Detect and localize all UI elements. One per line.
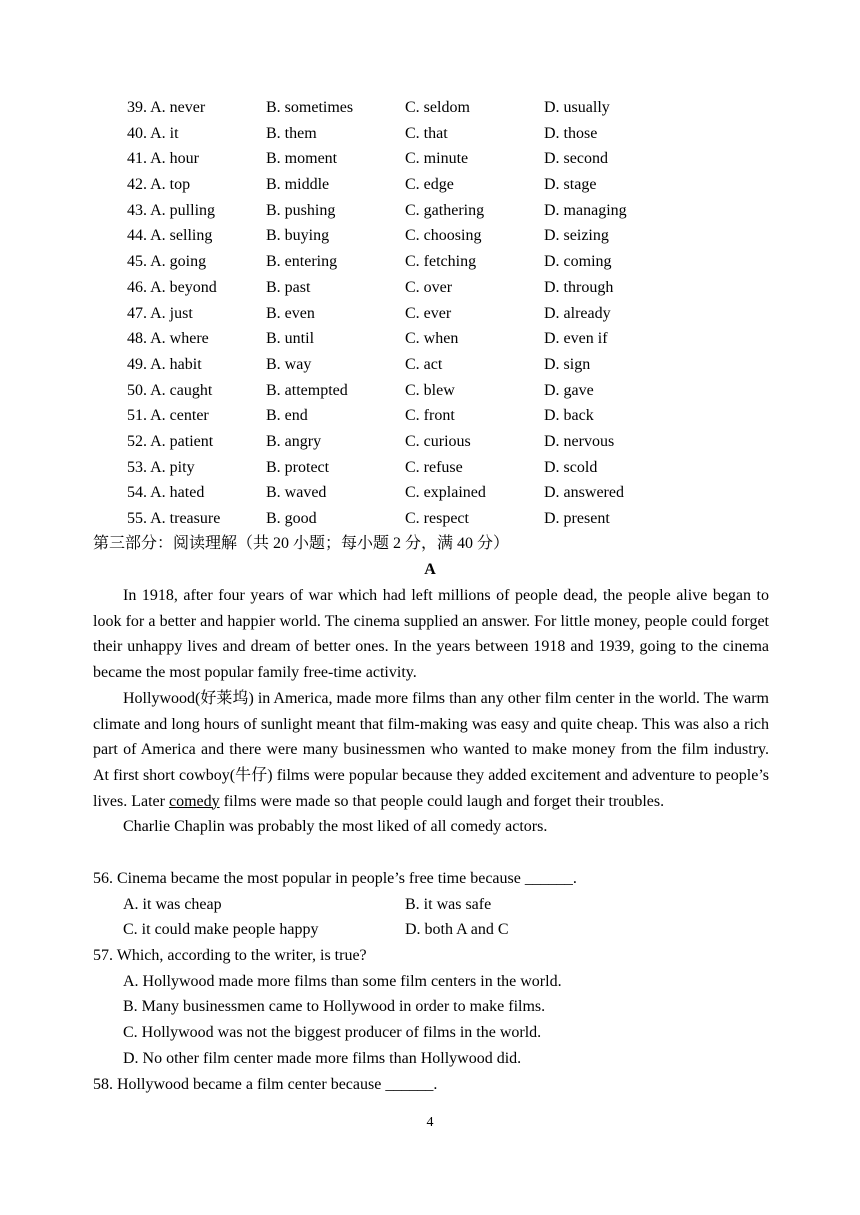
option-a: 55. A. treasure (127, 510, 221, 527)
question-stem: 57. Which, according to the writer, is true? (93, 947, 367, 965)
option-b: B. past (266, 278, 311, 296)
option-a: 41. A. hour (127, 150, 199, 168)
option-d: D. seizing (544, 227, 609, 245)
option-c: C. fetching (405, 253, 477, 271)
option-d: D. scold (544, 458, 598, 476)
passage-text: Hollywood(好莱坞) in America, made more films than any other film center in the world. The warm climate and long hours of sunlight meant that film-making was easy and quite cheap. This was also a rich part of America and there were many businessmen who wanted to make money from the film industry. At first short cowboy(牛仔) films were popular because they added excitement and adventure to people’s lives. Later (93, 689, 769, 810)
option-c: C. ever (405, 304, 452, 322)
option-d: D. managing (544, 201, 627, 219)
option-d: D. answered (544, 484, 624, 502)
option-c: C. gathering (405, 201, 485, 219)
option-b: B. end (266, 407, 308, 425)
option-d: D. present (544, 510, 610, 527)
option-c: C. respect (405, 510, 469, 527)
option-b: B. protect (266, 458, 330, 476)
option-row (127, 378, 687, 404)
option-c: C. act (405, 355, 443, 373)
option-a: 45. A. going (127, 253, 207, 271)
choice-d: D. No other film center made more films than Hollywood did. (123, 1049, 522, 1067)
option-row (127, 95, 687, 121)
option-c: C. over (405, 278, 453, 296)
option-c: C. that (405, 124, 448, 142)
option-row (127, 403, 687, 429)
option-b: B. buying (266, 227, 330, 245)
option-d: D. coming (544, 253, 612, 271)
question-stem: 58. Hollywood became a film center because ______. (93, 1075, 438, 1093)
option-c: C. refuse (405, 458, 463, 476)
choice-b: B. Many businessmen came to Hollywood in order to make films. (123, 998, 546, 1016)
option-a: 54. A. hated (127, 484, 205, 502)
option-row (127, 455, 687, 481)
option-a: 42. A. top (127, 176, 191, 194)
option-b: B. pushing (266, 201, 336, 219)
option-d: D. those (544, 124, 598, 142)
option-row (127, 198, 687, 224)
option-d: D. through (544, 278, 614, 296)
option-a: 50. A. caught (127, 381, 213, 399)
option-d: D. nervous (544, 432, 615, 450)
option-row (127, 249, 687, 275)
option-c: C. curious (405, 432, 471, 450)
option-d: D. usually (544, 99, 610, 116)
choice-a: A. Hollywood made more films than some film centers in the world. (123, 972, 562, 990)
option-a: 40. A. it (127, 124, 179, 142)
option-a: 53. A. pity (127, 458, 195, 476)
option-row (127, 326, 687, 352)
choice-b: B. it was safe (405, 895, 492, 913)
choice-row (123, 917, 769, 943)
page-number: 4 (426, 1115, 434, 1130)
option-d: D. second (544, 150, 608, 168)
option-row (127, 506, 687, 532)
choice-d: D. both A and C (405, 921, 509, 939)
question-stem: 56. Cinema became the most popular in people’s free time because ______. (93, 870, 577, 887)
option-b: B. way (266, 355, 312, 373)
option-c: C. when (405, 330, 459, 348)
passage-text: films were made so that people could laugh and forget their troubles. (219, 792, 665, 810)
choice-c: C. Hollywood was not the biggest producer of films in the world. (123, 1024, 542, 1042)
option-a: 52. A. patient (127, 432, 214, 450)
option-c: C. choosing (405, 227, 482, 245)
option-a: 49. A. habit (127, 355, 202, 373)
option-a: 48. A. where (127, 330, 209, 348)
questions (93, 866, 769, 1097)
option-a: 39. A. never (127, 99, 206, 116)
option-row (127, 223, 687, 249)
cloze-options (127, 95, 687, 532)
option-b: B. moment (266, 150, 338, 168)
option-row (127, 146, 687, 172)
option-a: 46. A. beyond (127, 278, 217, 296)
underlined-word: comedy (168, 792, 220, 810)
option-c: C. blew (405, 381, 455, 399)
passage-title: A (424, 561, 436, 578)
section-heading: 第三部分：阅读理解（共 20 小题；每小题 2 分，满 40 分） (93, 535, 510, 552)
option-row (127, 275, 687, 301)
option-row (127, 301, 687, 327)
option-row (127, 352, 687, 378)
option-b: B. even (266, 304, 315, 322)
option-b: B. middle (266, 176, 330, 194)
passage-paragraph: In 1918, after four years of war which had left millions of people dead, the people alive began to look for a better and happier world. The cinema supplied an answer. For little money, people could forget their unhappy lives and dream of better ones. In the years between 1918 and 1939, going to the cinema became the most popular family free-time activity. (93, 587, 769, 682)
option-b: B. entering (266, 253, 338, 271)
option-b: B. good (266, 510, 317, 527)
option-c: C. edge (405, 176, 454, 194)
option-a: 47. A. just (127, 304, 193, 322)
option-a: 43. A. pulling (127, 201, 216, 219)
choice-c: C. it could make people happy (123, 921, 319, 939)
option-d: D. even if (544, 330, 608, 348)
passage-paragraph (93, 686, 769, 815)
reading-passage (93, 583, 769, 840)
option-a: 51. A. center (127, 407, 209, 425)
option-b: B. sometimes (266, 99, 354, 116)
option-row (127, 480, 687, 506)
option-a: 44. A. selling (127, 227, 213, 245)
option-row (127, 121, 687, 147)
option-d: D. sign (544, 355, 591, 373)
option-d: D. already (544, 304, 611, 322)
choice-row (123, 892, 769, 918)
option-row (127, 172, 687, 198)
option-c: C. minute (405, 150, 469, 168)
option-row (127, 429, 687, 455)
option-c: C. front (405, 407, 455, 425)
option-b: B. angry (266, 432, 322, 450)
option-b: B. until (266, 330, 315, 348)
option-c: C. explained (405, 484, 486, 502)
passage-paragraph: Charlie Chaplin was probably the most liked of all comedy actors. (123, 818, 548, 836)
option-d: D. gave (544, 381, 594, 399)
option-d: D. back (544, 407, 594, 425)
option-b: B. waved (266, 484, 327, 502)
option-b: B. attempted (266, 381, 348, 399)
option-c: C. seldom (405, 99, 470, 116)
option-b: B. them (266, 124, 317, 142)
option-d: D. stage (544, 176, 597, 194)
choice-a: A. it was cheap (123, 895, 222, 913)
